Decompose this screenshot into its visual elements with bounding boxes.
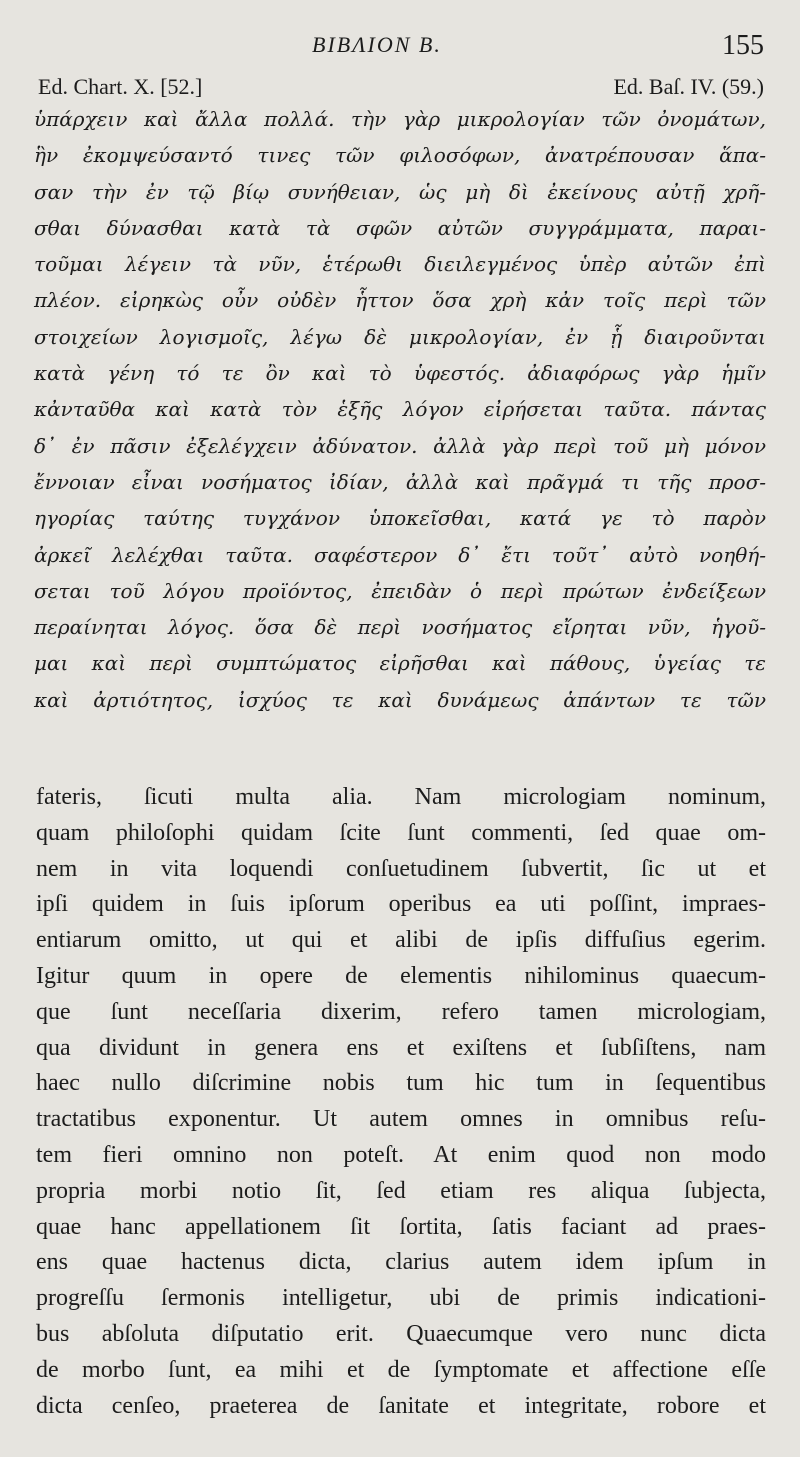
greek-text-line: σαν τὴν ἐν τῷ βίῳ συνήθειαν, ὡς μὴ δὶ ἐκείνους αὐτῇ χρῆ- <box>34 179 766 204</box>
greek-text-block <box>34 101 766 718</box>
greek-text-line: σεται τοῦ λόγου προϊόντος, ἐπειδὰν ὁ περὶ πρώτων ἐνδείξεων <box>34 578 766 603</box>
latin-text-line: de morbo ſunt, ea mihi et de ſymptomate et affectione eſſe <box>36 1356 766 1383</box>
latin-text-line: haec nullo diſcrimine nobis tum hic tum in ſequentibus <box>36 1070 766 1097</box>
greek-text-line: τοῦμαι λέγειν τὰ νῦν, ἑτέρωθι διειλεγμένος ὑπὲρ αὐτῶν ἐπὶ <box>34 252 766 277</box>
latin-text-line: ens quae hactenus dicta, clarius autem idem ipſum in <box>36 1249 766 1276</box>
greek-text-line: στοιχείων λογισμοῖς, λέγω δὲ μικρολογίαν, ἐν ᾗ διαιροῦνται <box>34 324 766 349</box>
greek-text-line: μαι καὶ περὶ συμπτώματος εἰρῆσθαι καὶ πάθους, ὑγείας τε <box>34 651 766 676</box>
latin-text-line: qua dividunt in genera ens et exiſtens et ſubſiſtens, nam <box>36 1034 766 1061</box>
latin-text-line: nem in vita loquendi conſuetudinem ſubvertit, ſic ut et <box>36 855 766 882</box>
latin-text-line: quam philoſophi quidam ſcite ſunt commenti, ſed quae om- <box>36 819 766 846</box>
latin-text-line: quae hanc appellationem ſit ſortita, ſatis faciant ad praes- <box>36 1213 766 1240</box>
running-head <box>0 30 800 66</box>
greek-text-line: ἔννοιαν εἶναι νοσήματος ἰδίαν, ἀλλὰ καὶ πρᾶγμά τι τῆς προσ- <box>34 469 766 494</box>
greek-text-line: σθαι δύνασθαι κατὰ τὰ σφῶν αὐτῶν συγγράμματα, παραι- <box>34 215 766 240</box>
latin-text-line: que ſunt neceſſaria dixerim, refero tamen micrologiam, <box>36 998 766 1025</box>
greek-text-line: δ᾽ ἐν πᾶσιν ἐξελέγχειν ἀδύνατον. ἀλλὰ γὰρ περὶ τοῦ μὴ μόνον <box>34 433 766 458</box>
latin-text-line: ipſi quidem in ſuis ipſorum operibus ea uti poſſint, impraes- <box>36 891 766 918</box>
page-number: 155 <box>722 30 764 61</box>
latin-text-line: tractatibus exponentur. Ut autem omnes in omnibus reſu- <box>36 1106 766 1133</box>
greek-text-line: περαίνηται λόγος. ὅσα δὲ περὶ νοσήματος εἴρηται νῦν, ἡγοῦ- <box>34 615 766 640</box>
latin-text-line: Igitur quum in opere de elementis nihilominus quaecum- <box>36 962 766 989</box>
latin-text-line: entiarum omitto, ut qui et alibi de ipſis diffuſius egerim. <box>36 927 766 954</box>
greek-text-line: ἀρκεῖ λελέχθαι ταῦτα. σαφέστερον δ᾽ ἔτι τοῦτ᾽ αὐτὸ νοηθή- <box>34 542 766 567</box>
latin-text-line: propria morbi notio ſit, ſed etiam res aliqua ſubjecta, <box>36 1177 766 1204</box>
greek-text-line: ηγορίας ταύτης τυγχάνον ὑποκεῖσθαι, κατά γε τὸ παρὸν <box>34 506 766 531</box>
greek-text-line: πλέον. εἰρηκὼς οὖν οὐδὲν ἧττον ὅσα χρὴ κἀν τοῖς περὶ τῶν <box>34 288 766 313</box>
greek-text-line: ὑπάρχειν καὶ ἄλλα πολλά. τὴν γὰρ μικρολογίαν τῶν ὀνομάτων, <box>34 107 766 131</box>
latin-text-line: bus abſoluta diſputatio erit. Quaecumque vero nunc dicta <box>36 1320 766 1347</box>
edition-basel-ref: Ed. Baſ. IV. (59.) <box>613 74 764 99</box>
greek-text-line: κατὰ γένη τό τε ὂν καὶ τὸ ὑφεστός. ἀδιαφόρως γὰρ ἡμῖν <box>34 361 766 386</box>
latin-text-block <box>36 780 766 1424</box>
latin-text-line: progreſſu ſermonis intelligetur, ubi de primis indicationi- <box>36 1285 766 1312</box>
greek-text-line: κἀνταῦθα καὶ κατὰ τὸν ἑξῆς λόγον εἰρήσεται ταῦτα. πάντας <box>34 397 766 422</box>
latin-text-line: tem fieri omnino non poteſt. At enim quod non modo <box>36 1141 766 1168</box>
edition-chartier-ref: Ed. Chart. X. [52.] <box>38 74 203 99</box>
latin-text-line: dicta cenſeo, praeterea de ſanitate et integritate, robore et <box>36 1392 766 1419</box>
running-title: BIBΛION B. <box>312 32 442 57</box>
edition-references <box>38 74 764 102</box>
greek-text-line: ἣν ἐκομψεύσαντό τινες τῶν φιλοσόφων, ἀνατρέπουσαν ἅπα- <box>34 143 766 168</box>
greek-text-line: καὶ ἀρτιότητος, ἰσχύος τε καὶ δυνάμεως ἁπάντων τε τῶν <box>34 687 766 712</box>
latin-text-line: fateris, ſicuti multa alia. Nam micrologiam nominum, <box>36 784 766 810</box>
